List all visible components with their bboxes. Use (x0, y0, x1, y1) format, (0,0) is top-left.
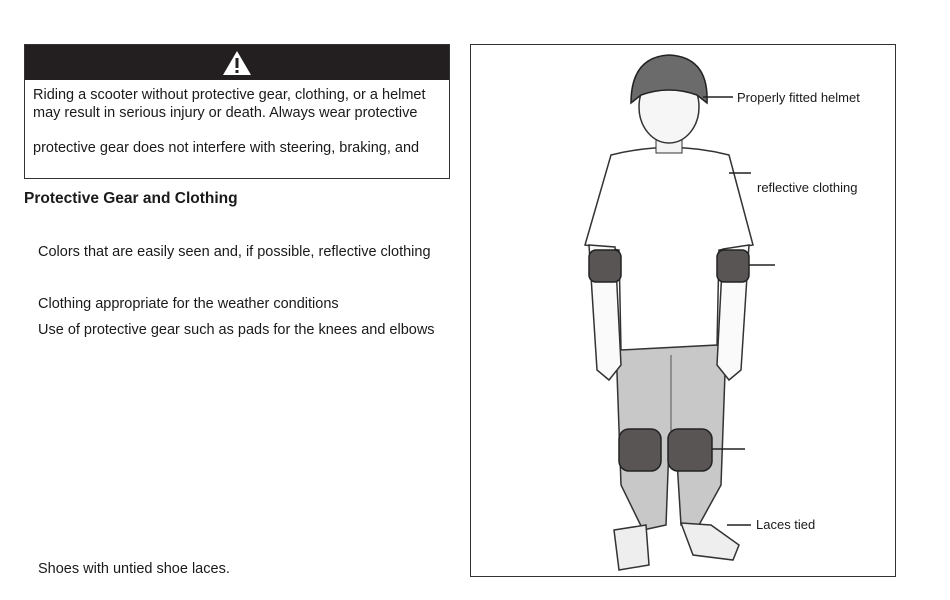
callout-clothing: reflective clothing (757, 180, 858, 195)
warning-banner (25, 45, 449, 80)
warning-triangle-icon (222, 50, 252, 76)
rider-figure-illustration (471, 45, 895, 576)
section-heading: Protective Gear and Clothing (24, 190, 238, 207)
warning-text-line-3: protective gear does not interfere with steering, braking, and (33, 140, 420, 156)
list-item: Shoes with untied shoe laces. (38, 561, 230, 577)
warning-box (24, 44, 450, 179)
list-item: Use of protective gear such as pads for the knees and elbows (38, 322, 435, 338)
list-item: Clothing appropriate for the weather conditions (38, 296, 339, 312)
warning-text-line-1: Riding a scooter without protective gear, clothing, or a helmet (33, 87, 426, 103)
rider-illustration-panel (470, 44, 896, 577)
callout-helmet: Properly fitted helmet (737, 90, 860, 105)
warning-text-line-2: may result in serious injury or death. Always wear protective (33, 105, 418, 121)
callout-laces: Laces tied (756, 517, 816, 532)
list-item: Colors that are easily seen and, if possible, reflective clothing (38, 244, 431, 260)
